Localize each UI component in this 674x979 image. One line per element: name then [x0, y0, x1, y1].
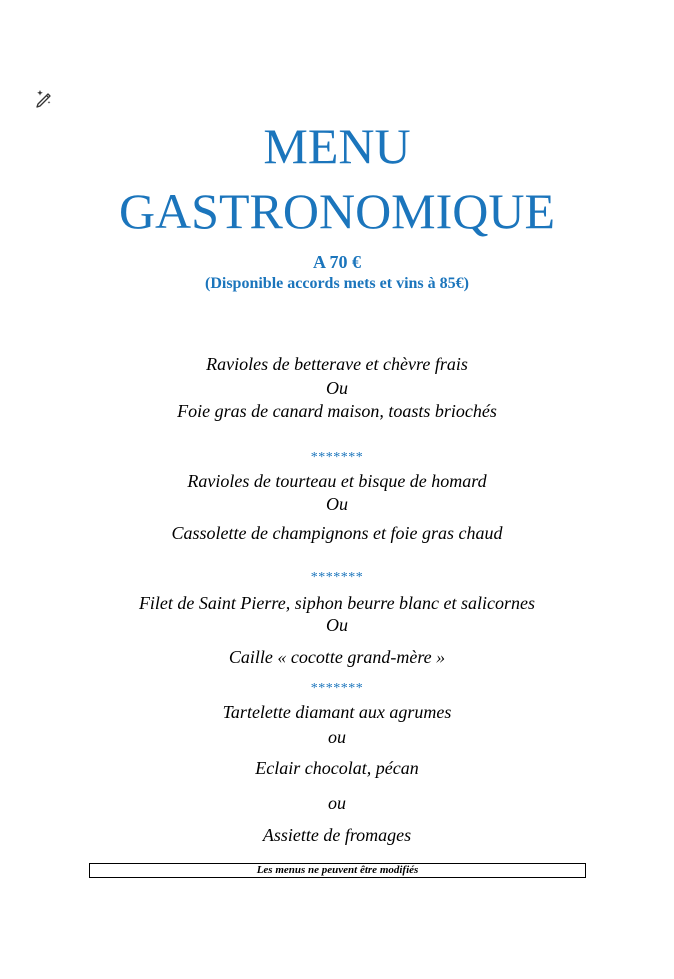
dessert-option-3: Assiette de fromages: [262, 825, 412, 845]
menu-title-line1: MENU: [263, 118, 411, 174]
second-option-2: Cassolette de champignons et foie gras chaud: [171, 523, 503, 543]
main-option-2: Caille « cocotte grand-mère »: [228, 647, 446, 667]
second-or: Ou: [326, 494, 348, 514]
entree-option-1: Ravioles de betterave et chèvre frais: [206, 354, 468, 374]
menu-price: A 70 €: [312, 252, 361, 272]
dessert-or-1: ou: [328, 727, 346, 747]
main-or: Ou: [326, 615, 348, 635]
separator-3: *******: [310, 681, 364, 696]
dessert-or-2: ou: [328, 793, 346, 813]
main-option-1: Filet de Saint Pierre, siphon beurre blanc et salicornes: [138, 593, 536, 613]
menu-title-line2: GASTRONOMIQUE: [118, 183, 556, 239]
dessert-option-2: Eclair chocolat, pécan: [255, 758, 419, 778]
separator-1: *******: [310, 450, 364, 465]
no-modification-notice: Les menus ne peuvent être modifiés: [89, 863, 586, 878]
entree-or: Ou: [326, 378, 348, 398]
magic-pencil-icon[interactable]: [34, 88, 54, 108]
dessert-option-1: Tartelette diamant aux agrumes: [222, 702, 452, 722]
entree-option-2: Foie gras de canard maison, toasts briochés: [177, 401, 497, 421]
separator-2: *******: [310, 570, 364, 585]
wine-pairing-note: (Disponible accords mets et vins à 85€): [205, 275, 469, 292]
second-option-1: Ravioles de tourteau et bisque de homard: [187, 471, 487, 491]
